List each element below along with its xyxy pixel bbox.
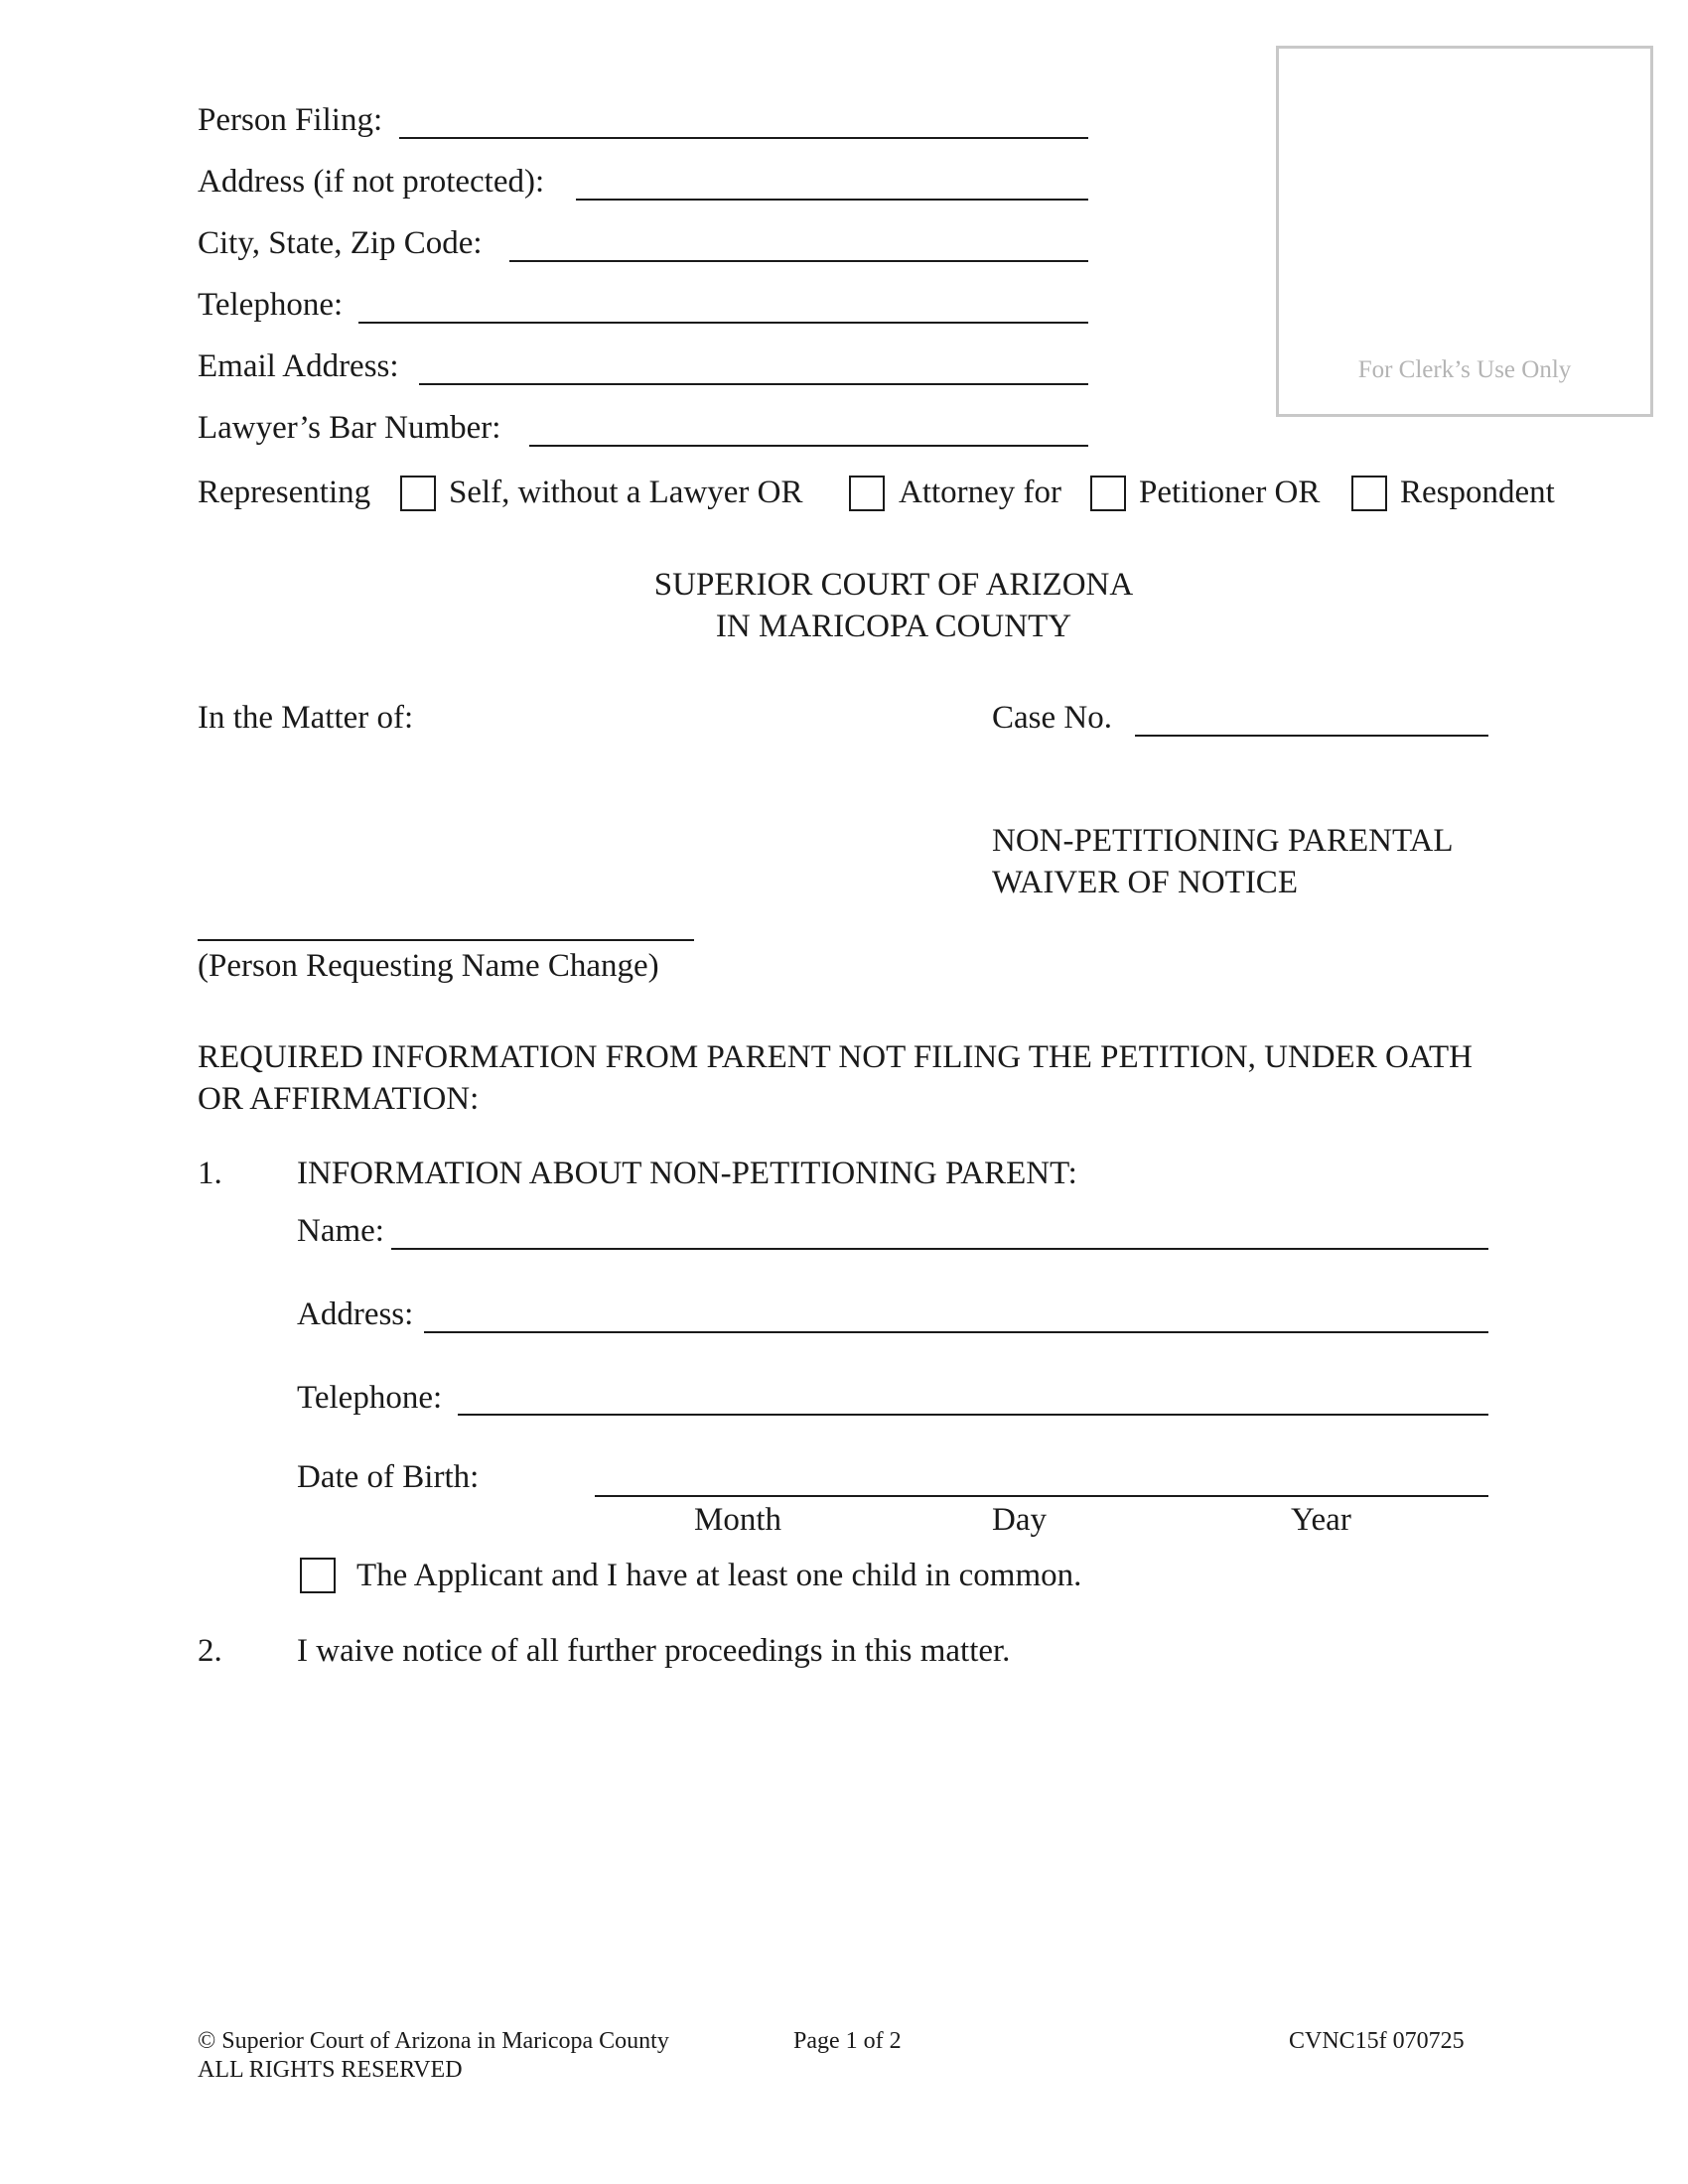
item1-number: 1. [198, 1156, 222, 1191]
telephone-label: Telephone: [198, 287, 344, 323]
required-info-line2: OR AFFIRMATION: [198, 1081, 480, 1117]
footer-page-number: Page 1 of 2 [793, 2028, 902, 2054]
email-label: Email Address: [198, 348, 399, 384]
email-field[interactable] [419, 383, 1088, 385]
parent-name-label: Name: [297, 1213, 384, 1249]
parent-telephone-label: Telephone: [297, 1380, 443, 1416]
dob-month-label: Month [694, 1502, 782, 1538]
person-requesting-name-field[interactable] [198, 939, 694, 941]
bar-number-label: Lawyer’s Bar Number: [198, 410, 501, 446]
footer-form-code: CVNC15f 070725 [1289, 2028, 1465, 2054]
matter-label: In the Matter of: [198, 700, 414, 736]
dob-field[interactable] [595, 1495, 1488, 1497]
attorney-checkbox[interactable] [849, 476, 885, 511]
self-option-label: Self, without a Lawyer OR [449, 475, 803, 510]
document-title-line2: WAIVER OF NOTICE [992, 865, 1298, 900]
parent-name-field[interactable] [391, 1248, 1488, 1250]
parent-telephone-field[interactable] [458, 1414, 1488, 1416]
attorney-option-label: Attorney for [899, 475, 1062, 510]
address-field[interactable] [576, 199, 1088, 201]
person-filing-field[interactable] [399, 137, 1088, 139]
court-name-line2: IN MARICOPA COUNTY [715, 609, 1072, 644]
item1-title: INFORMATION ABOUT NON-PETITIONING PARENT: [297, 1156, 1077, 1191]
respondent-option-label: Respondent [1400, 475, 1555, 510]
item2-number: 2. [198, 1633, 222, 1669]
footer-copyright-line2: ALL RIGHTS RESERVED [198, 2057, 463, 2083]
footer-copyright-line1: © Superior Court of Arizona in Maricopa County [198, 2028, 669, 2054]
city-state-zip-label: City, State, Zip Code: [198, 225, 483, 261]
clerk-use-box [1276, 46, 1653, 417]
parent-address-label: Address: [297, 1297, 414, 1332]
case-no-field[interactable] [1135, 735, 1488, 737]
address-label: Address (if not protected): [198, 164, 545, 200]
dob-year-label: Year [1291, 1502, 1351, 1538]
self-checkbox[interactable] [400, 476, 436, 511]
person-requesting-label: (Person Requesting Name Change) [198, 948, 659, 984]
case-no-label: Case No. [992, 700, 1112, 736]
child-in-common-label: The Applicant and I have at least one child in common. [356, 1558, 1082, 1593]
parent-address-field[interactable] [424, 1331, 1488, 1333]
clerk-use-label: For Clerk’s Use Only [1357, 356, 1572, 383]
item2-text: I waive notice of all further proceedings in this matter. [297, 1633, 1011, 1669]
required-info-line1: REQUIRED INFORMATION FROM PARENT NOT FILING THE PETITION, UNDER OATH [198, 1039, 1473, 1075]
child-in-common-checkbox[interactable] [300, 1558, 336, 1593]
person-filing-label: Person Filing: [198, 102, 383, 138]
court-name-line1: SUPERIOR COURT OF ARIZONA [653, 567, 1134, 603]
city-state-zip-field[interactable] [509, 260, 1088, 262]
dob-day-label: Day [992, 1502, 1047, 1538]
bar-number-field[interactable] [529, 445, 1088, 447]
document-title-line1: NON-PETITIONING PARENTAL [992, 823, 1454, 859]
respondent-checkbox[interactable] [1351, 476, 1387, 511]
telephone-field[interactable] [358, 322, 1088, 324]
dob-label: Date of Birth: [297, 1459, 480, 1495]
petitioner-checkbox[interactable] [1090, 476, 1126, 511]
petitioner-option-label: Petitioner OR [1139, 475, 1321, 510]
representing-label: Representing [198, 475, 371, 510]
